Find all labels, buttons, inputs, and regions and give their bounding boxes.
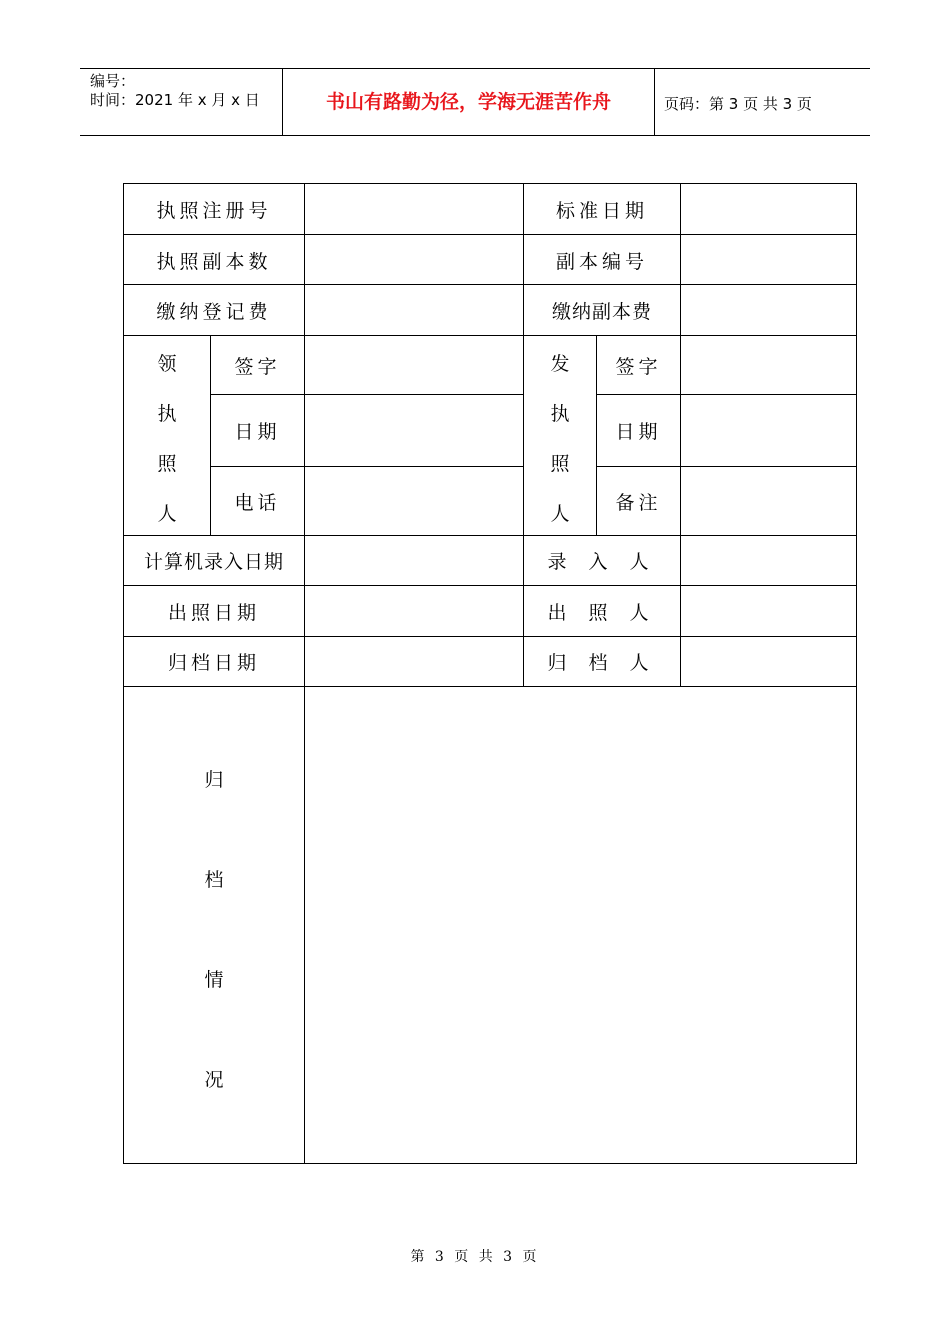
license-copy-count-label: 执照副本数 xyxy=(156,250,272,273)
header-page-indicator: 页码：第 3 页 共 3 页 xyxy=(664,95,812,113)
archive-status-title xyxy=(199,687,229,1163)
issuer-date-field[interactable] xyxy=(681,395,856,466)
standard-date-field[interactable] xyxy=(681,185,856,234)
archive-status-title-char: 况 xyxy=(204,1069,224,1091)
license-form-table xyxy=(123,183,857,1164)
license-receiver-title xyxy=(152,335,182,535)
license-receiver-title-char: 人 xyxy=(157,503,177,525)
registration-fee-label: 缴纳登记费 xyxy=(156,300,272,323)
receiver-signature-label: 签字 xyxy=(234,355,281,378)
license-registration-number-label: 执照注册号 xyxy=(156,199,272,222)
copy-fee-field[interactable] xyxy=(681,285,856,335)
license-registration-number-field[interactable] xyxy=(305,185,523,234)
license-issuer-title xyxy=(545,335,575,535)
license-copy-count-field[interactable] xyxy=(305,235,523,284)
archive-date-field[interactable] xyxy=(305,637,523,686)
archive-date-label: 归档日期 xyxy=(167,652,260,674)
license-issuer-title-char: 发 xyxy=(550,353,570,375)
receiver-phone-field[interactable] xyxy=(305,467,523,535)
entered-by-label: 录 入 人 xyxy=(547,551,657,573)
issuer-remark-label: 备注 xyxy=(615,491,662,514)
issuer-remark-field[interactable] xyxy=(681,467,856,535)
document-number-label: 编号： xyxy=(90,72,136,90)
header-divider-right xyxy=(654,68,655,136)
issued-by-field[interactable] xyxy=(681,586,856,636)
entered-by-field[interactable] xyxy=(681,536,856,585)
license-issuer-title-char: 人 xyxy=(550,503,570,525)
license-receiver-title-char: 照 xyxy=(157,453,177,475)
license-receiver-title-char: 领 xyxy=(157,353,177,375)
license-issuer-title-char: 照 xyxy=(550,453,570,475)
computer-entry-date-field[interactable] xyxy=(305,536,523,585)
receiver-phone-label: 电话 xyxy=(234,491,281,514)
archived-by-field[interactable] xyxy=(681,637,856,686)
receiver-signature-field[interactable] xyxy=(305,336,523,394)
copy-fee-label: 缴纳副本费 xyxy=(551,300,652,323)
archived-by-label: 归 档 人 xyxy=(547,652,657,674)
issue-date-label: 出照日期 xyxy=(167,601,260,624)
copy-number-label: 副本编号 xyxy=(555,250,648,273)
page-footer: 第 3 页 共 3 页 xyxy=(410,1249,540,1265)
copy-number-field[interactable] xyxy=(681,235,856,284)
registration-fee-field[interactable] xyxy=(305,285,523,335)
issuer-signature-field[interactable] xyxy=(681,336,856,394)
document-time-label: 时间：2021 年 x 月 x 日 xyxy=(90,91,260,109)
standard-date-label: 标准日期 xyxy=(555,199,648,222)
header-bottom-rule xyxy=(80,135,870,136)
archive-status-title-char: 档 xyxy=(204,869,224,891)
license-receiver-title-char: 执 xyxy=(157,403,177,425)
archive-status-title-char: 情 xyxy=(204,969,224,991)
issued-by-label: 出 照 人 xyxy=(547,601,657,624)
computer-entry-date-label: 计算机录入日期 xyxy=(143,551,284,573)
issuer-signature-label: 签字 xyxy=(615,355,662,378)
archive-status-title-char: 归 xyxy=(204,769,224,791)
header-slogan: 书山有路勤为径，学海无涯苦作舟 xyxy=(325,91,611,113)
archive-status-field[interactable] xyxy=(305,687,856,1163)
issue-date-field[interactable] xyxy=(305,586,523,636)
receiver-date-field[interactable] xyxy=(305,395,523,466)
receiver-date-label: 日期 xyxy=(234,421,281,443)
license-issuer-title-char: 执 xyxy=(550,403,570,425)
header-top-rule xyxy=(80,68,870,69)
issuer-date-label: 日期 xyxy=(615,421,662,443)
